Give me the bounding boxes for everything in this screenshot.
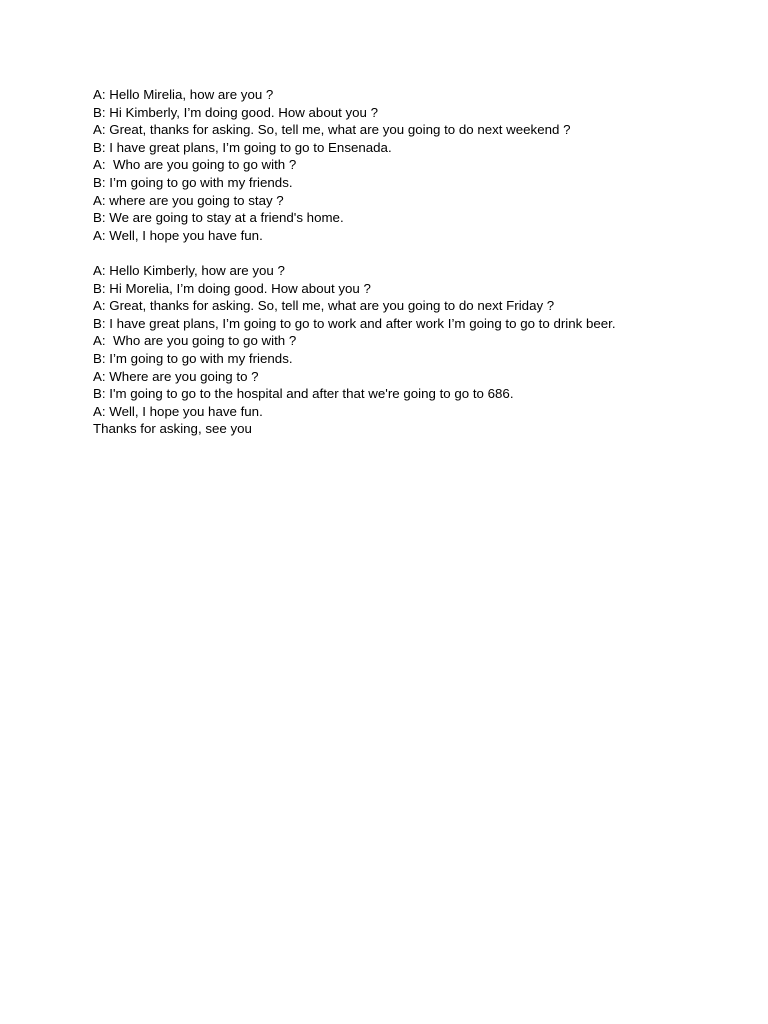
dialogue-2	[93, 262, 733, 438]
document-body	[93, 86, 733, 438]
dialogue-line: A: Well, I hope you have fun.	[93, 403, 263, 419]
dialogue-line: A: Hello Mirelia, how are you ?	[93, 87, 274, 102]
dialogue-line: B: I’m going to go with my friends.	[93, 350, 293, 366]
dialogue-line: A: Who are you going to go with ?	[93, 157, 297, 173]
dialogue-line: B: I have great plans, I’m going to go to work and after work I’m going to go to drink beer.	[93, 315, 616, 331]
dialogue-line: A: Who are you going to go with ?	[93, 333, 297, 349]
dialogue-line: A: Great, thanks for asking. So, tell me, what are you going to do next weekend ?	[93, 122, 571, 138]
dialogue-line: B: Hi Kimberly, I’m doing good. How about you ?	[93, 104, 379, 120]
dialogue-line: B: We are going to stay at a friend's home.	[93, 210, 344, 226]
dialogue-line: A: Hello Kimberly, how are you ?	[93, 262, 285, 278]
dialogue-line: B: Hi Morelia, I’m doing good. How about you ?	[93, 280, 371, 296]
dialogue-1	[93, 86, 733, 244]
closing-line: Thanks for asking, see you	[93, 421, 252, 437]
dialogue-line: A: Great, thanks for asking. So, tell me, what are you going to do next Friday ?	[93, 298, 555, 314]
dialogue-line: B: I’m going to go with my friends.	[93, 174, 293, 190]
dialogue-line: A: Where are you going to ?	[93, 368, 259, 384]
dialogue-line: B: I have great plans, I’m going to go to Ensenada.	[93, 139, 392, 155]
paragraph-spacer	[93, 244, 733, 262]
dialogue-line: A: where are you going to stay ?	[93, 192, 284, 208]
dialogue-line: A: Well, I hope you have fun.	[93, 227, 263, 243]
dialogue-line: B: I'm going to go to the hospital and after that we're going to go to 686.	[93, 386, 514, 402]
